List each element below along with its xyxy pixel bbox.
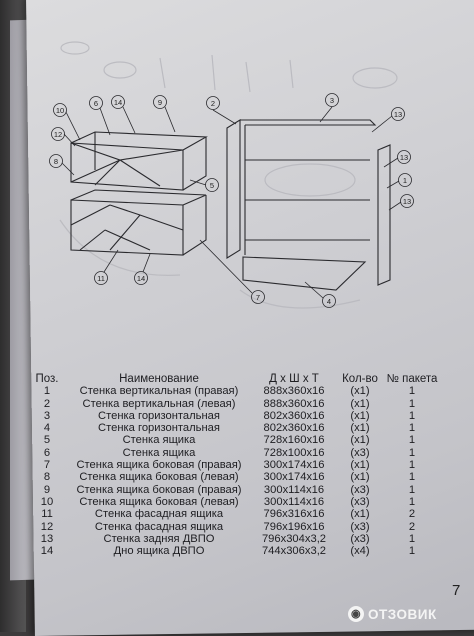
table-row (30, 508, 450, 520)
row-pos: 4 (43, 422, 51, 435)
callout-label: 11 (97, 274, 105, 283)
row-dims: 300x174x16 (263, 471, 325, 484)
row-qty: (x1) (350, 385, 370, 398)
row-dims: 300x114x16 (263, 483, 325, 496)
callout-label: 7 (255, 293, 261, 302)
row-name: Стенка ящика (122, 434, 196, 447)
row-dims: 300x174x16 (263, 459, 325, 472)
row-name: Стенка ящика боковая (правая) (76, 459, 242, 472)
row-pos: 7 (43, 459, 51, 472)
callout-label: 6 (93, 99, 99, 108)
callout-label: 1 (402, 176, 408, 185)
row-pos: 5 (43, 434, 51, 447)
row-dims: 796x196x16 (263, 520, 325, 533)
callout-label: 4 (326, 297, 332, 306)
row-name: Стенка фасадная ящика (94, 508, 224, 521)
row-dims: 802x360x16 (263, 409, 325, 422)
row-name: Стенка ящика боковая (левая) (79, 495, 239, 508)
callout-label: 9 (157, 98, 163, 107)
callout-label: 12 (53, 130, 63, 139)
row-qty: (x4) (350, 545, 370, 558)
table-row (30, 422, 450, 434)
parts-table (30, 373, 450, 557)
otzovik-watermark (348, 602, 470, 626)
callout-label: 2 (210, 99, 216, 108)
row-dims: 796x304x3,2 (261, 532, 327, 545)
row-qty: (x1) (350, 434, 370, 447)
row-pos: 6 (43, 446, 51, 459)
row-name: Стенка ящика (122, 446, 196, 459)
row-pos: 10 (40, 495, 54, 508)
row-pos: 11 (41, 508, 53, 521)
callout-label: 14 (113, 98, 123, 107)
table-row (30, 545, 450, 557)
row-qty: (x3) (350, 483, 370, 496)
callout-label: 13 (393, 110, 403, 119)
row-pack: 1 (408, 422, 416, 435)
row-pos: 3 (43, 409, 51, 422)
row-dims: 888x360x16 (263, 397, 325, 410)
row-qty: (x3) (350, 532, 370, 545)
row-dims: 888x360x16 (263, 385, 325, 398)
row-qty: (x3) (350, 446, 370, 459)
watermark-text: ОТЗОВИК (368, 606, 437, 622)
row-pack: 2 (408, 508, 416, 521)
row-pos: 9 (43, 483, 51, 496)
callout-label: 10 (55, 106, 65, 115)
o-logo-icon: ◉ (348, 606, 364, 622)
row-pos: 2 (43, 397, 51, 410)
row-dims: 728x160x16 (263, 434, 325, 447)
row-name: Дно ящика ДВПО (113, 545, 205, 558)
header-dims: Д х Ш х Т (269, 373, 319, 385)
header-pack: № пакета (386, 373, 438, 385)
header-name: Наименование (119, 373, 199, 385)
callout-label: 13 (402, 197, 412, 206)
row-pack: 1 (408, 385, 416, 398)
row-pack: 1 (408, 483, 416, 496)
row-pos: 12 (40, 520, 54, 533)
row-name: Стенка горизонтальная (98, 409, 220, 422)
row-name: Стенка ящика боковая (левая) (79, 471, 239, 484)
callout-label: 14 (136, 274, 146, 283)
row-pack: 1 (408, 459, 416, 472)
table-header (30, 373, 450, 385)
page-number: 7 (452, 582, 461, 599)
row-name: Стенка вертикальная (левая) (82, 397, 236, 410)
row-pack: 1 (408, 446, 416, 459)
header-qty: Кол-во (342, 373, 378, 385)
row-name: Стенка ящика боковая (правая) (76, 483, 242, 496)
row-qty: (x1) (350, 508, 370, 521)
table-row (30, 447, 450, 459)
table-row (30, 398, 450, 410)
row-dims: 300x114x16 (263, 495, 325, 508)
row-qty: (x1) (350, 422, 370, 435)
row-pos: 1 (43, 385, 51, 398)
row-pack: 1 (408, 545, 416, 558)
callout-label: 13 (399, 153, 409, 162)
row-qty: (x1) (350, 471, 370, 484)
table-row (30, 533, 450, 545)
row-qty: (x1) (350, 409, 370, 422)
row-pos: 8 (43, 471, 51, 484)
row-dims: 744x306x3,2 (261, 545, 327, 558)
row-qty: (x3) (350, 495, 370, 508)
table-row (30, 459, 450, 471)
row-qty: (x1) (350, 459, 370, 472)
row-pack: 1 (408, 434, 416, 447)
row-pack: 1 (408, 409, 416, 422)
row-name: Стенка задняя ДВПО (103, 532, 215, 545)
row-pack: 1 (408, 397, 416, 410)
row-pos: 14 (40, 545, 54, 558)
table-row (30, 484, 450, 496)
row-pack: 1 (408, 532, 416, 545)
row-dims: 796x316x16 (263, 508, 325, 521)
table-row (30, 496, 450, 508)
row-pos: 13 (40, 532, 54, 545)
table-row (30, 434, 450, 446)
row-name: Стенка фасадная ящика (94, 520, 224, 533)
callout-label: 8 (53, 157, 59, 166)
table-row (30, 410, 450, 422)
table-row (30, 471, 450, 483)
table-row (30, 521, 450, 533)
row-pack: 2 (408, 520, 416, 533)
row-name: Стенка горизонтальная (98, 422, 220, 435)
header-pos: Поз. (35, 373, 59, 385)
row-pack: 1 (408, 495, 416, 508)
row-qty: (x1) (350, 397, 370, 410)
table-row (30, 385, 450, 397)
row-dims: 728x100x16 (263, 446, 325, 459)
row-name: Стенка вертикальная (правая) (79, 385, 239, 398)
callout-label: 3 (329, 96, 335, 105)
row-pack: 1 (408, 471, 416, 484)
row-qty: (x3) (350, 520, 370, 533)
callout-label: 5 (209, 181, 215, 190)
row-dims: 802x360x16 (263, 422, 325, 435)
